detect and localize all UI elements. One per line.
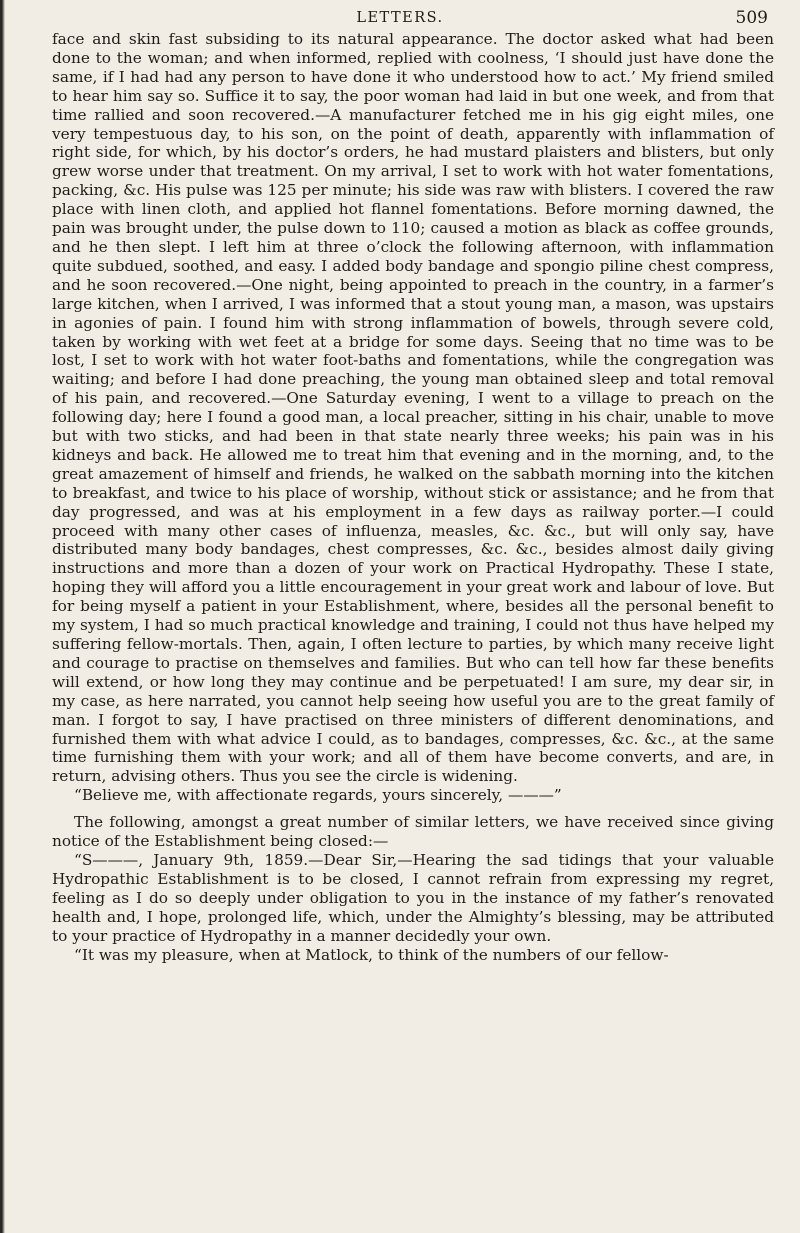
page-number: 509 — [735, 8, 768, 28]
quoted-letter-paragraph: “S———, January 9th, 1859.—Dear Sir,—Hearing the sad tidings that your valuable Hydropathic Establishment is to be closed, I cannot refrain from expressing my regret, feeling as I do so deeply under obligation to you in the instance of my father’s renovated health and, I hope, prolonged life, which, under the Almighty’s blessing, may be attributed to your practice of Hydropathy in a manner decidedly your own. — [52, 850, 774, 945]
letter-closing: “Believe me, with affectionate regards, yours sincerely, ———” — [74, 786, 562, 805]
letter-paragraph: face and skin fast subsiding to its natural appearance. The doctor asked what had been done to the woman; and when informed, replied with coolness, ‘I should just have done the same, if I had had any person to have done it who understood how to act.’ My friend smiled to hear him say so. Suffice it to say, the poor woman had laid in but one week, and from that time rallied and soon recovered.—A manufacturer fetched me in his gig eight miles, one very tempestuous day, to his son, on the point of death, apparently with inflammation of right side, for which, by his doctor’s orders, he had mustard plaisters and blisters, but only grew worse under that treatment. On my arrival, I set to work with hot water fomentations, packing, &c. His pulse was 125 per minute; his side was raw with blisters. I covered the raw place with linen cloth, and applied hot flannel fomentations. Before morning dawned, the pain was brought under, the pulse down to 110; caused a motion as black as coffee grounds, and he then slept. I left him at three o’clock the following afternoon, with inflammation quite subdued, soothed, and easy. I added body bandage and spongio piline chest compress, and he soon recovered.—One night, being appointed to preach in the country, in a farmer’s large kitchen, when I arrived, I was informed that a stout young man, a mason, was upstairs in agonies of pain. I found him with strong inflammation of bowels, through severe cold, taken by working with wet feet at a bridge for some days. Seeing that no time was to be lost, I set to work with hot water foot-baths and fomentations, while the congregation was waiting; and before I had done preaching, the young man obtained sleep and total removal of his pain, and recovered.—One Saturday evening, I went to a village to preach on the following day; here I found a good man, a local preacher, sitting in his chair, unable to move but with two sticks, and had been in that state nearly three weeks; his pain was in his kidneys and back. He allowed me to treat him that evening and in the morning, and, to the great amazement of himself and friends, he walked on the sabbath morning into the kitchen to breakfast, and twice to his place of worship, without stick or assistance; and he from that day progressed, and was at his employment in a few days as railway porter.—I could proceed with many other cases of influenza, measles, &c. &c., but will only say, have distributed many body bandages, chest compresses, &c. &c., besides almost daily giving instructions and more than a dozen of your work on Practical Hydropathy. These I state, hoping they will afford you a little encouragement in your great work and labour of love. But for being myself a patient in your Establishment, where, besides all the personal benefit to my system, I had so much practical knowledge and training, I could not thus have helped my suffering fellow-mortals. Then, again, I often lecture to parties, by which many receive light and courage to practise on themselves and families. But who can tell how far these benefits will extend, or how long they may continue and be perpetuated! I am sure, my dear sir, in my case, as here narrated, you cannot help seeing how useful you are to the great family of man. I forgot to say, I have practised on three ministers of different denominations, and furnished them with what advice I could, as to bandages, compresses, &c. &c., at the same time furnishing them with your work; and all of them have become converts, and are, in return, advising others. Thus you see the circle is widening. — [52, 30, 774, 786]
quoted-letter-continuation: “It was my pleasure, when at Matlock, to think of the numbers of our fellow- — [74, 945, 669, 964]
intro-paragraph: The following, amongst a great number of similar letters, we have received since giving notice of the Establishment being closed:— — [52, 813, 774, 851]
page-binding-edge — [0, 0, 5, 1233]
body-text — [52, 30, 774, 964]
running-title: LETTERS. — [356, 10, 444, 26]
paragraph-gap — [52, 805, 774, 813]
running-head — [0, 6, 800, 32]
